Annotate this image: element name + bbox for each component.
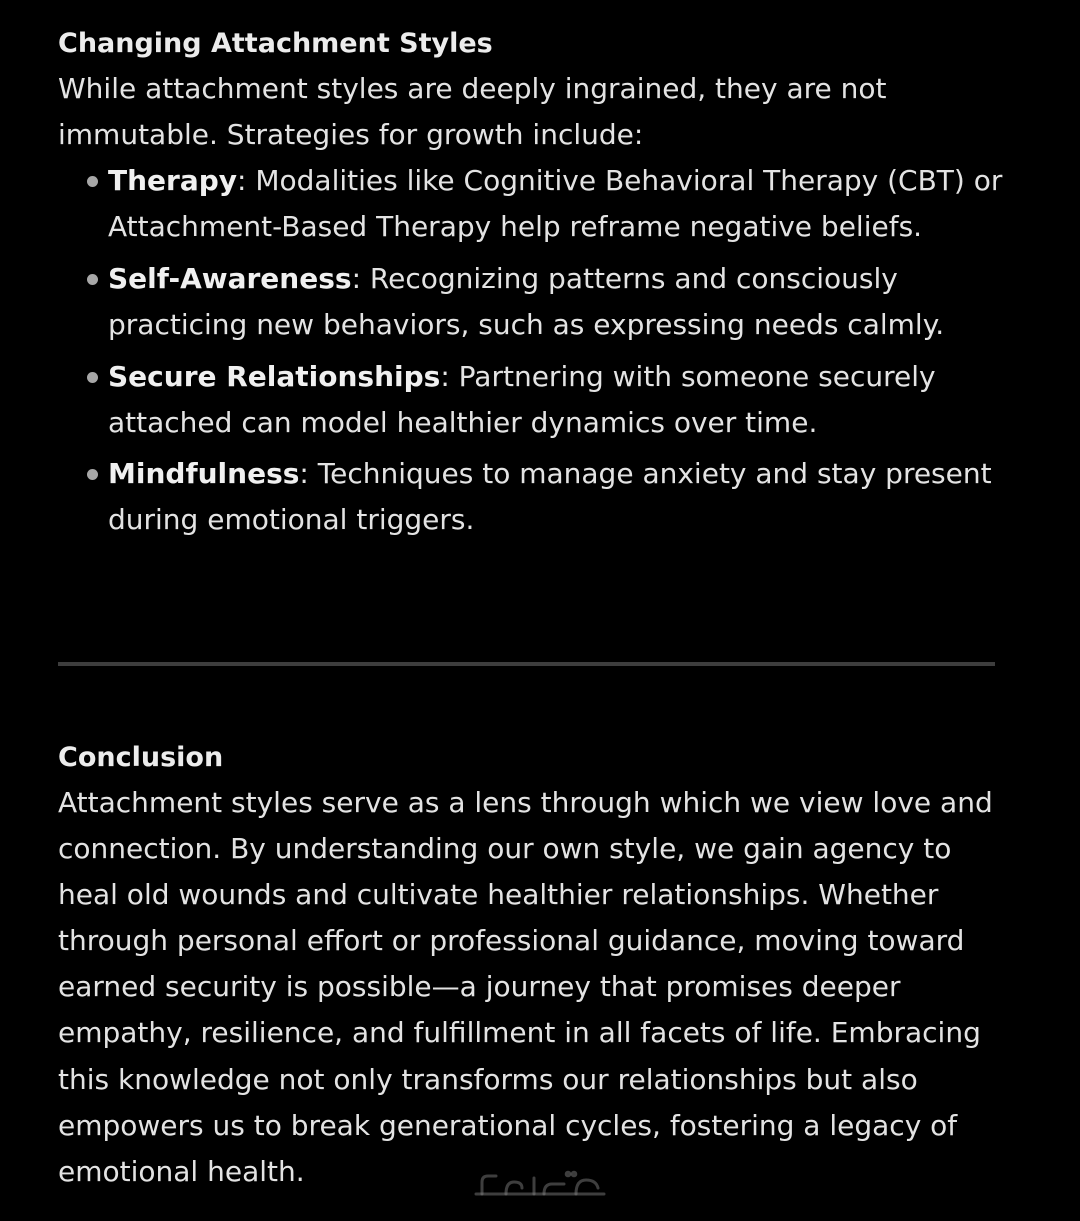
bullet-dot-icon	[87, 176, 98, 187]
changing-attachment-section	[58, 22, 1008, 549]
list-item-text: : Modalities like Cognitive Behavioral Therapy (CBT) or Attachment-Based Therapy help reframe negative beliefs.	[108, 164, 1003, 244]
conclusion-body: Attachment styles serve as a lens through which we view love and connection. By understanding our own style, we gain agency to heal old wounds and cultivate healthier relationships. Whether through personal effort or professional guidance, moving toward earned security is possible—a journey that promises deeper empathy, resilience, and fulfillment in all facets of life. Embracing this knowledge not only transforms our relationships but also empowers us to break generational cycles, fostering a legacy of emotional health.	[58, 786, 993, 1188]
list-item-term: Mindfulness	[108, 457, 300, 491]
list-item-term: Self-Awareness	[108, 261, 352, 295]
list-item-term: Therapy	[108, 164, 238, 198]
bullet-dot-icon	[87, 274, 98, 285]
bullet-dot-icon	[87, 469, 98, 480]
section-heading-conclusion: Conclusion	[58, 742, 224, 773]
strategy-list	[58, 158, 1008, 543]
list-item-text: : Techniques to manage anxiety and stay present during emotional triggers.	[108, 457, 992, 537]
list-item	[108, 256, 1008, 348]
list-item	[108, 354, 1008, 446]
list-item	[108, 158, 1008, 250]
list-item-text: : Recognizing patterns and consciously practicing new behaviors, such as expressing needs calmly.	[108, 261, 945, 341]
section-heading-changing-attachment: Changing Attachment Styles	[58, 28, 493, 59]
list-item	[108, 451, 1008, 543]
watermark-logo-icon	[472, 1168, 608, 1198]
list-item-text: : Partnering with someone securely attached can model healthier dynamics over time.	[108, 359, 936, 439]
horizontal-divider	[58, 662, 995, 666]
section-intro: While attachment styles are deeply ingrained, they are not immutable. Strategies for growth include:	[58, 72, 887, 152]
bullet-dot-icon	[87, 372, 98, 383]
list-item-term: Secure Relationships	[108, 359, 441, 393]
conclusion-section	[58, 736, 1008, 1195]
